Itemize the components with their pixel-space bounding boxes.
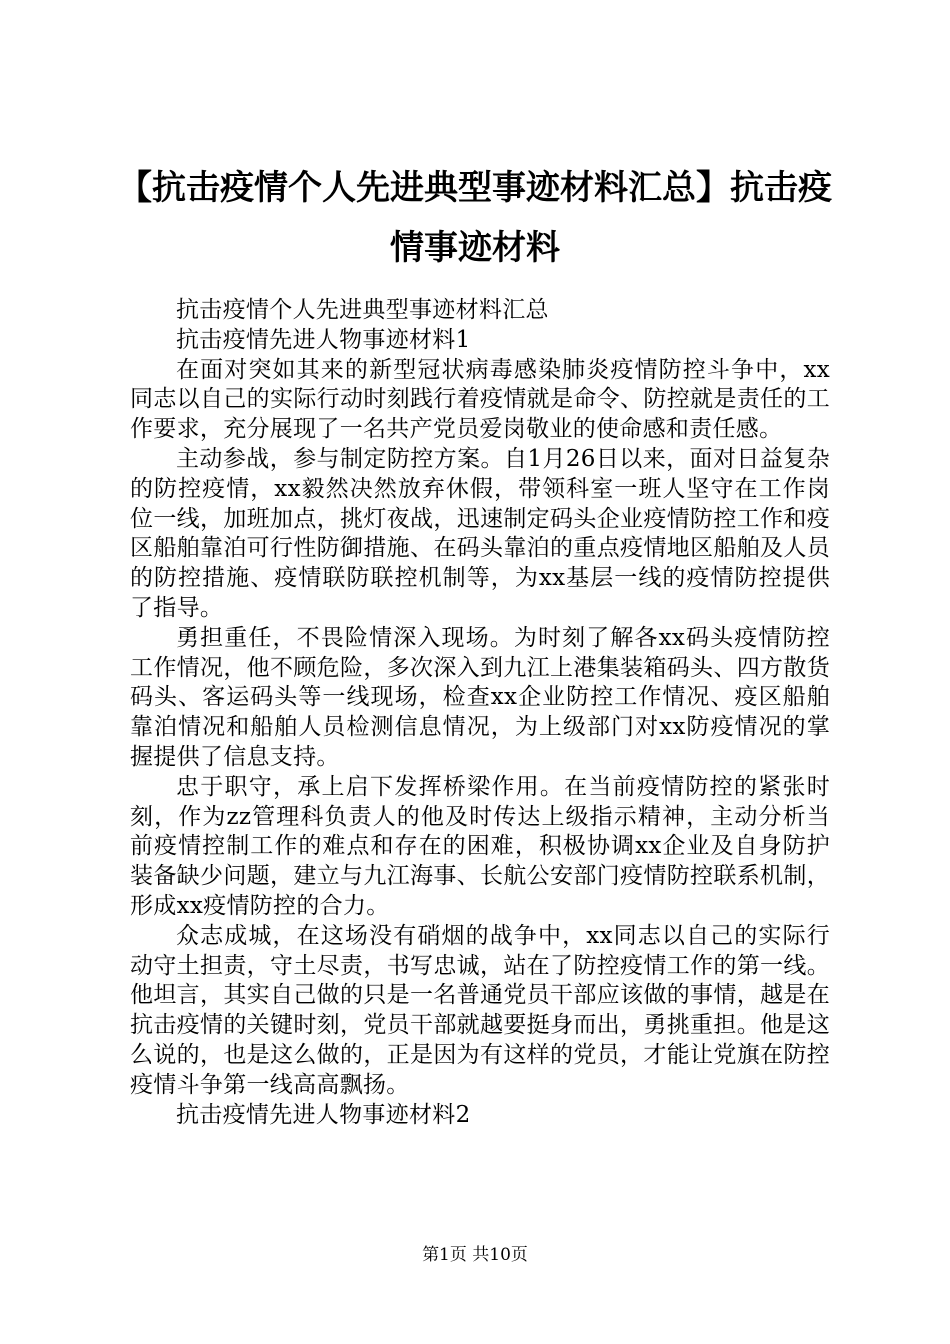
paragraph-heading-2: 抗击疫情先进人物事迹材料2 bbox=[176, 1101, 471, 1128]
paragraph-active-participation: 主动参战，参与制定防控方案。自1月26日以来，面对日益复杂的防控疫情，xx毅然决然放弃休假，带领科室一班人坚守在工作岗位一线，加班加点，挑灯夜战，迅速制定码头企业疫情防控工作和疫区船舶靠泊可行性防御措施、在码头靠泊的重点疫情地区船舶及人员的防控措施、疫情联防联控机制等，为xx基层一线的疫情防控提供了指导。 bbox=[130, 445, 830, 621]
paragraph-unity: 众志成城，在这场没有硝烟的战争中，xx同志以自己的实际行动守土担责，守土尽责，书写忠诚，站在了防控疫情工作的第一线。他坦言，其实自己做的只是一名普通党员干部应该做的事情，越是在抗击疫情的关键时刻，党员干部就越要挺身而出，勇挑重担。他是这么说的，也是这么做的，正是因为有这样的党员，才能让党旗在防控疫情斗争第一线高高飘扬。 bbox=[130, 922, 830, 1098]
document-title: 【抗击疫情个人先进典型事迹材料汇总】抗击疫情事迹材料 bbox=[118, 168, 832, 268]
paragraph-subtitle: 抗击疫情个人先进典型事迹材料汇总 bbox=[176, 297, 549, 323]
page-footer: 第1页 共10页 bbox=[422, 1245, 528, 1265]
document-body bbox=[130, 296, 830, 1130]
paragraph-bridge-role: 忠于职守，承上启下发挥桥梁作用。在当前疫情防控的紧张时刻，作为zz管理科负责人的他及时传达上级指示精神，主动分析当前疫情控制工作的难点和存在的困难，积极协调xx企业及自身防护装备缺少问题，建立与九江海事、长航公安部门疫情防控联系机制，形成xx疫情防控的合力。 bbox=[130, 773, 830, 919]
paragraph-intro: 在面对突如其来的新型冠状病毒感染肺炎疫情防控斗争中，xx同志以自己的实际行动时刻践行着疫情就是命令、防控就是责任的工作要求，充分展现了一名共产党员爱岗敬业的使命感和责任感。 bbox=[130, 356, 830, 443]
paragraph-on-site: 勇担重任，不畏险情深入现场。为时刻了解各xx码头疫情防控工作情况，他不顾危险，多次深入到九江上港集装箱码头、四方散货码头、客运码头等一线现场，检查xx企业防控工作情况、疫区船舶靠泊情况和船舶人员检测信息情况，为上级部门对xx防疫情况的掌握提供了信息支持。 bbox=[130, 624, 830, 770]
paragraph-heading-1: 抗击疫情先进人物事迹材料1 bbox=[176, 326, 471, 353]
